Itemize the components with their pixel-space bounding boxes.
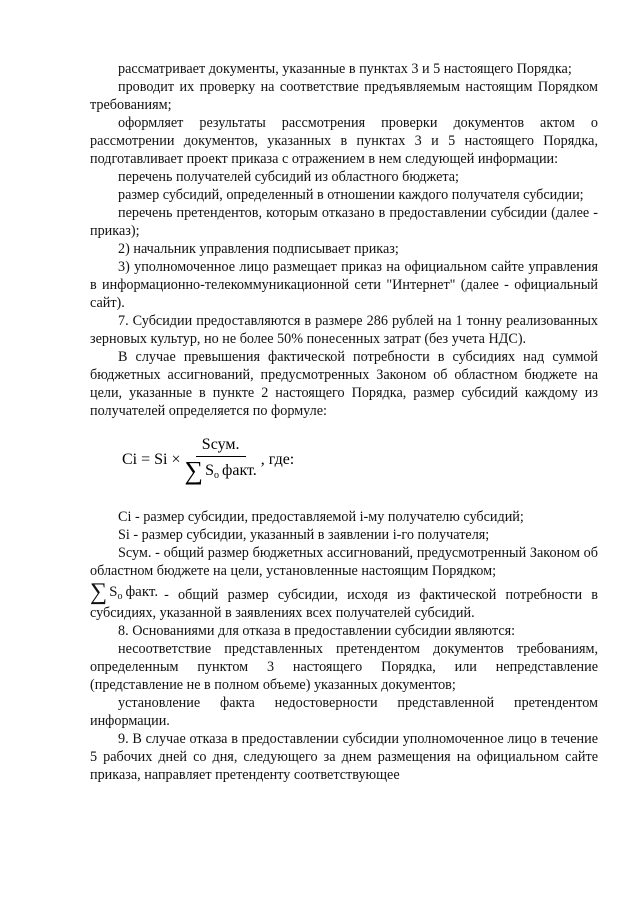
paragraph: В случае превышения фактической потребности в субсидиях над суммой бюджетных ассигнований, предусмотренных Законом об областном бюджете на цели, указанные в пункте 2 настоящего Порядка, размер субсидий каждому из получателей определяется по формуле: (90, 349, 598, 419)
paragraph: проводит их проверку на соответствие предъявляемым настоящим Порядком требованиям; (90, 79, 598, 113)
formula-numerator: Sсум. (196, 436, 246, 457)
formula-expression (122, 436, 294, 483)
paragraph: оформляет результаты рассмотрения проверки документов актом о рассмотрении документов, указанных в пунктах 3 и 5 настоящего Порядка, подготавливает проект приказа с отражением в нем следующей информации: (90, 115, 598, 167)
formula-lhs: Ci = Si × (122, 450, 181, 468)
inline-sum-formula (90, 580, 158, 604)
paragraph: несоответствие представленных претендентом документов требованиям, определенным пунктом 3 настоящего Порядка, или непредставление (представление не в полном объеме) указанных документов; (90, 641, 598, 693)
paragraph: 8. Основаниями для отказа в предоставлении субсидии являются: (118, 623, 516, 639)
document-page (90, 60, 598, 784)
paragraph: 2) начальник управления подписывает приказ; (118, 241, 399, 257)
paragraph: перечень претендентов, которым отказано в предоставлении субсидии (далее - приказ); (90, 205, 598, 239)
den-subscript: o (117, 591, 123, 602)
formula-fraction (185, 436, 257, 483)
paragraph: 3) уполномоченное лицо размещает приказ на официальном сайте управления в информационно-телекоммуникационной сети "Интернет" (далее - официальный сайт). (90, 259, 598, 311)
formula-suffix: , где: (260, 450, 295, 468)
sigma-symbol: ∑ (90, 579, 108, 605)
subsidy-formula (90, 432, 598, 498)
paragraph: рассматривает документы, указанные в пунктах 3 и 5 настоящего Порядка; (118, 61, 572, 77)
paragraph: 7. Субсидии предоставляются в размере 286 рублей на 1 тонну реализованных зерновых культур, но не более 50% понесенных затрат (без учета НДС). (90, 313, 598, 347)
den-text: факт. (221, 462, 257, 479)
paragraph: Si - размер субсидии, указанный в заявлении i-го получателя; (118, 527, 490, 543)
formula-denominator (185, 457, 257, 483)
den-subscript: o (213, 470, 219, 481)
sum-definition-text: - общий размер субсидии, исходя из фактической потребности в субсидиях, указанной в заявлениях всех получателей субсидий. (90, 587, 598, 621)
den-symbol: S (205, 462, 214, 479)
paragraph: размер субсидий, определенный в отношении каждого получателя субсидии; (118, 187, 584, 203)
sigma-symbol: ∑ (184, 456, 204, 485)
sum-definition (90, 580, 598, 622)
paragraph: перечень получателей субсидий из областного бюджета; (118, 169, 460, 185)
paragraph: 9. В случае отказа в предоставлении субсидии уполномоченное лицо в течение 5 рабочих дней со дня, следующего за днем размещения на официальном сайте приказа, направляет претенденту соответствующее (90, 731, 598, 783)
den-symbol: S (109, 584, 118, 600)
paragraph: установление факта недостоверности представленной претендентом информации. (90, 695, 598, 729)
paragraph: Sсум. - общий размер бюджетных ассигнований, предусмотренный Законом об областном бюджете на цели, установленные настоящим Порядком; (90, 545, 598, 579)
paragraph: Ci - размер субсидии, предоставляемой i-му получателю субсидий; (118, 509, 524, 525)
den-text: факт. (125, 584, 159, 600)
